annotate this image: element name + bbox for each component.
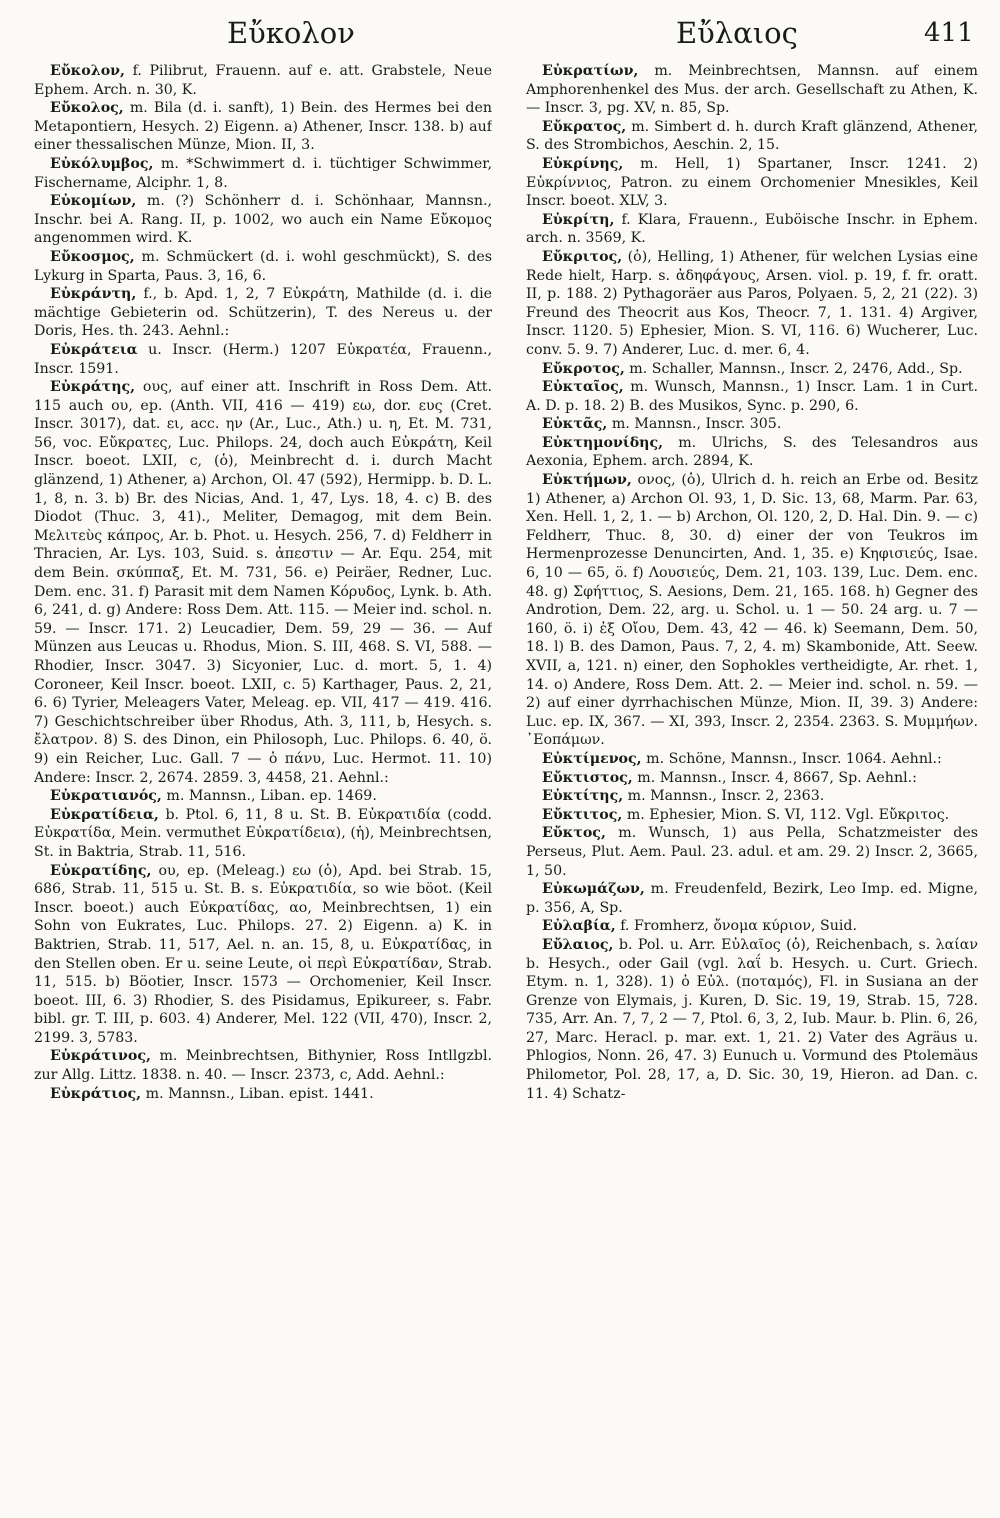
entry-text: m. Ephesier, Mion. S. VI, 112. Vgl. Εὔκριτος. (626, 806, 950, 823)
dictionary-entry (526, 434, 978, 471)
dictionary-entry (34, 62, 492, 99)
dictionary-entry (526, 880, 978, 917)
entry-text: m. (?) Schönherr d. i. Schönhaar, Mannsn., Inschr. bei A. Rang. II, p. 1002, wo auch ein Name Εὔκομος angenommen wird. K. (34, 193, 492, 247)
dictionary-entry (526, 806, 978, 825)
entry-text: f. Fromherz, ὄνομα κύριον, Suid. (620, 918, 857, 935)
left-running-head: Εὔκολον (227, 16, 355, 50)
entry-headword: Εὔκτος, (542, 825, 606, 842)
dictionary-entry (526, 155, 978, 211)
entry-text: u. Inscr. (Herm.) 1207 Εὐκρατέα, Frauenn., Inscr. 1591. (34, 341, 492, 377)
entry-headword: Εὐκτημονίδης, (542, 434, 664, 451)
entry-headword: Εὔκτιτος, (542, 806, 623, 823)
dictionary-entry (526, 769, 978, 788)
left-column (34, 62, 492, 1502)
entry-text: ους, auf einer att. Inschrift in Ross Dem. Att. 115 auch ου, ep. (Anth. VII, 416 — 419) εω, dor. ευς (Cret. Inscr. 3017), dat. ει, acc. ην (Ar., Luc., Ath.) u. η, Et. M. 731, 56, voc. Εὔκρατες, Luc. Philops. 24, doch auch Εὐκράτη, Keil Inscr. boeot. LXII, c, (ὁ), Meinbrecht d. i. durch Macht glänzend, 1) Athener, a) Archon, Ol. 47 (592), Hermipp. b. D. L. 1, 8, n. 3. b) Br. des Nicias, And. 1, 47, Lys. 18, 4. c) B. des Diodot (Thuc. 3, 41)., Meliter, Demagog, mit dem Bein. Μελιτεὺς κάπρος, Ar. b. Phot. u. Hesych. 256, 7. d) Feldherr in Thracien, Ar. Lys. 103, Suid. s. ἀπεστιν — Ar. Equ. 254, mit dem Bein. σκύππαξ, Et. M. 731, 56. e) Peiräer, Redner, Luc. Dem. enc. 31. f) Parasit mit dem Namen Κόρυδος, Lynk. b. Ath. 6, 241, d. g) Andere: Ross Dem. Att. 115. — Meier ind. schol. n. 59. — Inscr. 171. 2) Leucadier, Dem. 59, 29 — 36. — Auf Münzen aus Leucas u. Rhodus, Mion. S. III, 468. S. VI, 588. — Rhodier, Inscr. 3047. 3) Sicyonier, Luc. d. mort. 5, 1. 4) Coroneer, Keil Inscr. boeot. LXII, c. 5) Karthager, Paus. 2, 21, 6. 6) Tyrier, Meleagers Vater, Meleag. ep. VII, 417 — 419. 416. 7) Geschichtschreiber über Rhodus, Ath. 3, 111, b, Hesych. s. ἔλατρον. 8) S. des Dinon, ein Philosoph, Luc. Philops. 6. 40, ö. 9) ein Reicher, Luc. Gall. 7 — ὁ πάνυ, Luc. Hermot. 11. 10) Andere: Inscr. 2, 2674. 2859. 3, 4458, 21. Aehnl.: (34, 379, 492, 786)
entry-text: m. Simbert d. h. durch Kraft glänzend, Athener, S. des Strombichos, Aeschin. 2, 15. (526, 118, 978, 154)
dictionary-entry (34, 378, 492, 787)
entry-headword: Εὐκρατίδεια, (50, 806, 159, 823)
entry-text: b. Pol. u. Arr. Εὐλαῖος (ὁ), Reichenbach, s. λαίαν b. Hesych., oder Gail (vgl. λαΐ b. Hesych. u. Curt. Griech. Etym. n. 1, 328). 1) ὁ Εὐλ. (ποταμός), Fl. in Susiana an der Grenze von Elymais, j. Kuren, D. Sic. 19, 19, Strab. 15, 728. 735, Arr. An. 7, 7, 2 — 7, Ptol. 6, 3, 2, Iub. Maur. b. Plin. 6, 26, 27, Marc. Heracl. p. mar. ext. 1, 21. 2) Vater des Agräus u. Phlogios, Nonn. 26, 47. 3) Eunuch u. Vormund des Ptolemäus Philometor, Pol. 28, 17, a, D. Sic. 30, 19, Hieron. ad Dan. c. 11. 4) Schatz- (526, 936, 978, 1102)
entry-headword: Εὔλαιος, (542, 936, 614, 953)
entry-headword: Εὐκταῖος, (542, 379, 624, 396)
entry-text: ονος, (ὁ), Ulrich d. h. reich an Erbe od. Besitz 1) Athener, a) Archon Ol. 93, 1, D. Sic. 13, 68, Marm. Par. 63, Xen. Hell. 1, 2, 1. — b) Archon, Ol. 120, 2, D. Hal. Din. 9. — c) Feldherr, Thuc. 8, 30. d) einer der von Teukros im Hermenprozesse Denuncirten, And. 1, 35. e) Κηφισιεύς, Isae. 6, 10 — 65, ö. f) Λουσιεύς, Dem. 21, 103. 139, Luc. Dem. enc. 48. g) Σφήττιος, S. Aesions, Dem. 21, 165. 168. h) Gegner des Androtion, Dem. 22, arg. u. Schol. u. 1 — 50. 24 arg. u. 7 — 160, ö. i) ἐξ Οἴου, Dem. 43, 42 — 46. k) Seemann, Dem. 50, 18. l) B. des Damon, Paus. 7, 2, 4. m) Skambonide, Att. Seew. XVII, a, 121. n) einer, den Sophokles vertheidigte, Ar. rhet. 1, 14. o) Andere, Ross Dem. Att. 2. — Meier ind. schol. n. 59. — 2) auf einer dyrrhachischen Münze, Mion. II, 39. 3) Andere: Luc. ep. IX, 367. — XI, 393, Inscr. 2, 2354. 2363. S. Μυμμήων. ᾿Εοπάμων. (526, 472, 978, 749)
dictionary-entry (526, 211, 978, 248)
dictionary-entry (34, 787, 492, 806)
dictionary-entry (34, 1047, 492, 1084)
dictionary-entry (526, 360, 978, 379)
entry-headword: Εὔκτιστος, (542, 769, 633, 786)
entry-text: m. Wunsch, 1) aus Pella, Schatzmeister des Perseus, Plut. Aem. Paul. 23. adul. et am. 29. 2) Inscr. 2, 3665, 1, 50. (526, 825, 978, 879)
dictionary-entry (526, 750, 978, 769)
dictionary-entry (34, 192, 492, 248)
entry-headword: Εὐκτίμενος, (542, 750, 642, 767)
entry-headword: Εὔκοσμος, (50, 248, 135, 265)
entry-headword: Εὐκρατίων, (542, 63, 639, 79)
entry-headword: Εὔκολος, (50, 100, 124, 117)
entry-headword: Εὐκρίτη, (542, 211, 615, 228)
entry-text: m. *Schwimmert d. i. tüchtiger Schwimmer, Fischername, Alciphr. 1, 8. (34, 155, 492, 191)
entry-headword: Εὐκρίνης, (542, 155, 624, 172)
entry-text: m. Schöne, Mannsn., Inscr. 1064. Aehnl.: (646, 750, 942, 767)
entry-text: f. Pilibrut, Frauenn. auf e. att. Grabstele, Neue Ephem. Arch. n. 30, K. (34, 63, 492, 98)
dictionary-entry (34, 1085, 492, 1104)
entry-headword: Εὐκράτιος, (50, 1085, 142, 1102)
entry-text: m. Meinbrechtsen, Bithynier, Ross Intllgzbl. zur Allg. Littz. 1838. n. 40. — Inscr. 2373, c, Add. Aehnl.: (34, 1048, 492, 1084)
dictionary-entry (34, 862, 492, 1048)
entry-text: m. Bila (d. i. sanft), 1) Bein. des Hermes bei den Metapontiern, Hesych. 2) Eigenn. a) Athener, Inscr. 138. b) auf einer thessalischen Münze, Mion. II, 3. (34, 100, 492, 154)
entry-text: b. Ptol. 6, 11, 8 u. St. B. Εὐκρατιδία (codd. Εὐκρατίδα, Mein. vermuthet Εὐκρατίδεια), (ἡ), Meinbrechtsen, St. in Baktria, Strab. 11, 516. (34, 806, 492, 860)
entry-headword: Εὐλαβία, (542, 918, 616, 935)
dictionary-entry (526, 787, 978, 806)
entry-headword: Εὐκτᾶς, (542, 416, 608, 433)
running-header (0, 12, 1000, 56)
entry-text: m. Freudenfeld, Bezirk, Leo Imp. ed. Migne, p. 356, A, Sp. (526, 881, 978, 916)
entry-text: (ὁ), Helling, 1) Athener, für welchen Lysias eine Rede hielt, Harp. s. ἀδηφάγους, Arsen. viol. p. 19, f. fr. oratt. II, p. 188. 2) Pythagoräer aus Paros, Polyaen. 5, 2, 21 (22). 3) Freund des Theocrit aus Kos, Theocr. 7, 1. 131. 4) Argiver, Inscr. 1120. 5) Ephesier, Mion. S. VI, 116. 6) Wucherer, Luc. conv. 5. 9. 7) Anderer, Luc. d. mer. 6, 4. (526, 248, 978, 358)
entry-headword: Εὔκολον, (50, 63, 125, 79)
dictionary-entry (526, 248, 978, 360)
dictionary-entry (526, 415, 978, 434)
entry-headword: Εὐκομίων, (50, 193, 137, 210)
entry-headword: Εὐκρατίδης, (50, 862, 152, 879)
entry-headword: Εὔκρατος, (542, 118, 627, 135)
entry-text: m. Mannsn., Inscr. 305. (611, 416, 782, 433)
entry-text: m. Mannsn., Inscr. 4, 8667, Sp. Aehnl.: (637, 769, 917, 786)
right-column (526, 62, 978, 1502)
entry-text: m. Ulrichs, S. des Telesandros aus Aexonia, Ephem. arch. 2894, K. (526, 434, 978, 470)
dictionary-entry (526, 378, 978, 415)
entry-text: f., b. Apd. 1, 2, 7 Εὐκράτη, Mathilde (d. i. die mächtige Gebieterin od. Schützerin), T. des Nereus u. der Doris, Hes. th. 243. Aehnl.: (34, 286, 492, 340)
dictionary-entry (34, 248, 492, 285)
entry-text: f. Klara, Frauenn., Euböische Inschr. in Ephem. arch. n. 3569, K. (526, 211, 978, 247)
entry-headword: Εὐκτίτης, (542, 788, 624, 805)
entry-text: m. Mannsn., Inscr. 2, 2363. (627, 788, 825, 805)
entry-text: m. Wunsch, Mannsn., 1) Inscr. Lam. 1 in Curt. A. D. p. 18. 2) B. des Musikos, Sync. p. 290, 6. (526, 379, 978, 414)
dictionary-entry (34, 285, 492, 341)
entry-text: m. Schmückert (d. i. wohl geschmückt), S. des Lykurg in Sparta, Paus. 3, 16, 6. (34, 248, 492, 284)
entry-headword: Εὔκριτος, (542, 248, 623, 265)
entry-headword: Εὐκράτης, (50, 379, 136, 396)
dictionary-entry (526, 824, 978, 880)
dictionary-entry (526, 936, 978, 1103)
page-number: 411 (924, 18, 974, 48)
entry-headword: Εὐκράντη, (50, 286, 137, 303)
entry-text: ου, ep. (Meleag.) εω (ὁ), Apd. bei Strab. 15, 686, Strab. 11, 515 u. St. B. s. Εὐκρατιδία, so wie böot. (Keil Inscr. boeot.) auch Εὐκρατίδας, αο, Meinbrechtsen, 1) ein Sohn von Eukrates, Luc. Philops. 27. 2) Eigenn. a) K. in Baktrien, Strab. 11, 517, Ael. n. an. 15, 8, u. Εὐκρατίδας, in den Stellen oben. Er u. seine Leute, οἱ περὶ Εὐκρατίδαν, Strab. 11, 515. b) Böotier, Inscr. 1573 — Orchomenier, Keil Inscr. boeot. III, 6. 3) Rhodier, S. des Pisidamus, Epikureer, s. Fabr. bibl. gr. T. III, p. 603. 4) Anderer, Mel. 122 (VII, 470), Inscr. 2, 2199. 3, 5783. (34, 862, 492, 1046)
dictionary-entry (34, 806, 492, 862)
entry-text: m. Schaller, Mannsn., Inscr. 2, 2476, Add., Sp. (629, 360, 963, 377)
entry-text: m. Meinbrechtsen, Mannsn. auf einem Amphorenhenkel des Mus. der arch. Gesellschaft zu Athen, K. — Inscr. 3, pg. XV, n. 85, Sp. (526, 63, 978, 117)
entry-headword: Εὐκρατιανός, (50, 788, 162, 805)
entry-text: m. Mannsn., Liban. epist. 1441. (145, 1085, 374, 1102)
entry-headword: Εὐκράτεια (50, 341, 138, 358)
right-running-head: Εὔλαιος (676, 16, 798, 50)
dictionary-entry (526, 62, 978, 118)
entry-headword: Εὐκόλυμβος, (50, 155, 154, 172)
dictionary-entry (34, 99, 492, 155)
dictionary-entry (526, 118, 978, 155)
entry-headword: Εὔκροτος, (542, 360, 625, 377)
entry-headword: Εὐκράτινος, (50, 1048, 151, 1065)
entry-text: m. Hell, 1) Spartaner, Inscr. 1241. 2) Εὐκρίννιος, Patron. zu einem Orchomenier Mnesikles, Keil Inscr. boeot. XLV, 3. (526, 155, 978, 210)
dictionary-entry (34, 341, 492, 378)
entry-text: m. Mannsn., Liban. ep. 1469. (166, 788, 377, 805)
dictionary-entry (34, 155, 492, 192)
dictionary-entry (526, 917, 978, 936)
entry-headword: Εὐκωμάζων, (542, 881, 645, 898)
dictionary-entry (526, 471, 978, 750)
entry-headword: Εὐκτήμων, (542, 472, 632, 489)
